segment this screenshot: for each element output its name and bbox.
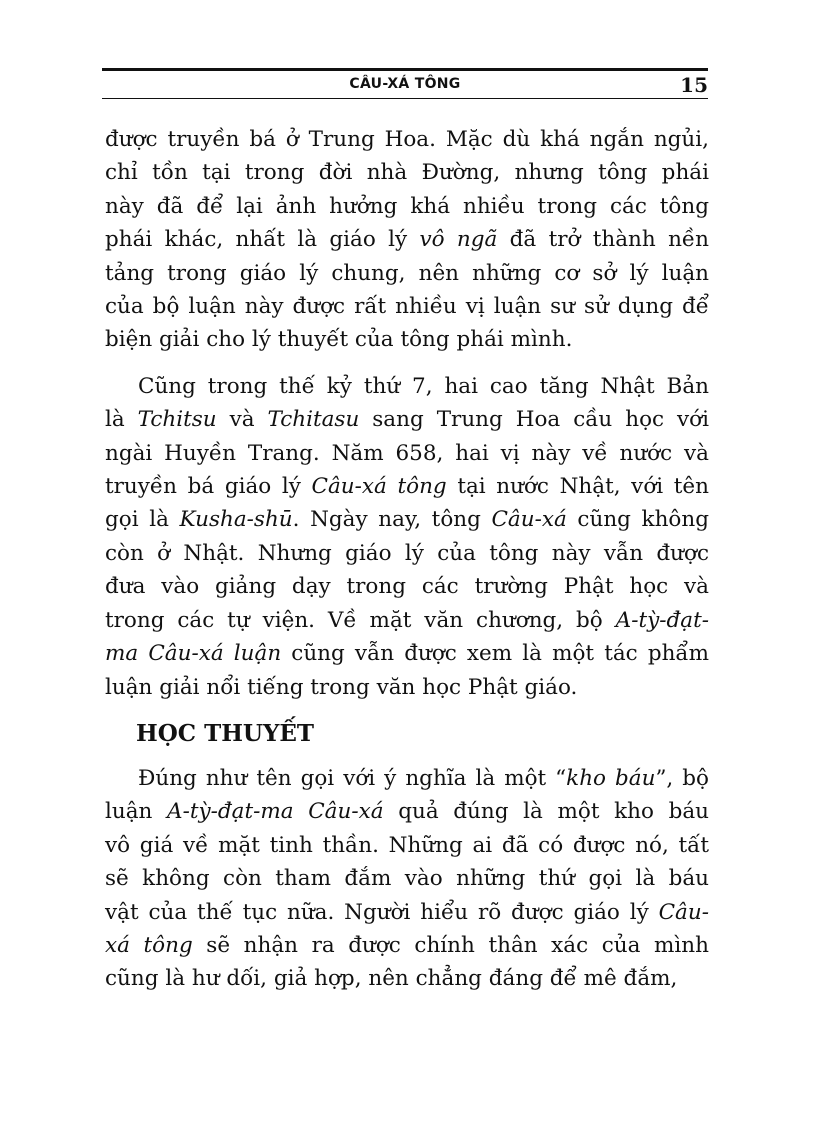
- text-run: cũng không: [566, 507, 709, 533]
- running-title: CÂU-XÁ TÔNG: [349, 76, 461, 92]
- text-run: trong các tự viện. Về mặt văn chương, bộ: [105, 607, 616, 633]
- text-run: tảng trong giáo lý chung, nên những cơ sở lý luận: [105, 260, 709, 286]
- italic-term: Kusha-shū: [179, 507, 293, 533]
- text-run: vật của thế tục nữa. Người hiểu rõ được giáo lý: [105, 899, 659, 925]
- text-run: gọi là: [105, 507, 180, 533]
- text-run: Đúng như tên gọi với ý nghĩa là một “: [138, 765, 567, 791]
- italic-term: Tchitsu: [137, 407, 217, 433]
- text-line: [105, 123, 709, 156]
- italic-term: ma Câu-xá luận: [105, 641, 282, 667]
- text-line: [105, 223, 709, 256]
- text-line: [105, 537, 709, 570]
- page-number: 15: [680, 73, 708, 97]
- text-run: sẽ nhận ra được chính thân xác của mình: [192, 932, 709, 958]
- text-run: truyền bá giáo lý: [105, 474, 312, 500]
- header-rule-thick: [102, 68, 708, 71]
- text-run: đã trở thành nền: [497, 227, 709, 253]
- text-run: biện giải cho lý thuyết của tông phái mình.: [105, 327, 573, 353]
- text-run: ngài Huyền Trang. Năm 658, hai vị này về nước và: [105, 440, 709, 466]
- text-run: quả đúng là một kho báu: [383, 799, 709, 825]
- text-line: [105, 370, 709, 403]
- text-run: sẽ không còn tham đắm vào những thứ gọi là báu: [105, 866, 709, 892]
- text-run: luận giải nổi tiếng trong văn học Phật giáo.: [105, 674, 578, 700]
- text-line: [105, 762, 709, 795]
- text-line: [105, 290, 709, 323]
- text-line: [105, 323, 709, 356]
- text-line: [105, 503, 709, 536]
- text-run: cũng vẫn được xem là một tác phẩm: [281, 641, 709, 667]
- text-run: phái khác, nhất là giáo lý: [105, 227, 420, 253]
- text-line: [105, 637, 709, 670]
- text-line: [105, 190, 709, 223]
- italic-term: Tchitasu: [267, 407, 360, 433]
- text-line: [105, 570, 709, 603]
- text-line: [105, 257, 709, 290]
- text-run: và: [216, 407, 268, 433]
- italic-term: kho báu: [566, 765, 656, 791]
- text-line: [105, 156, 709, 189]
- text-run: của bộ luận này được rất nhiều vị luận sư sử dụng để: [105, 294, 709, 320]
- text-run: cũng là hư dối, giả hợp, nên chẳng đáng để mê đắm,: [105, 966, 678, 992]
- text-line: [105, 929, 709, 962]
- italic-term: A-tỳ-đạt-ma Câu-xá: [167, 799, 384, 825]
- italic-term: Câu-xá tông: [311, 474, 447, 500]
- text-run: đưa vào giảng dạy trong các trường Phật học và: [105, 574, 709, 600]
- text-run: là: [105, 407, 138, 433]
- text-line: [105, 795, 709, 828]
- italic-term: Câu-xá: [491, 507, 567, 533]
- page-body: [105, 123, 709, 996]
- text-line: [105, 403, 709, 436]
- italic-term: A-tỳ-đạt-: [615, 607, 709, 633]
- text-line: [105, 829, 709, 862]
- text-line: [105, 862, 709, 895]
- text-run: luận: [105, 799, 168, 825]
- running-header: [102, 68, 708, 102]
- text-run: này đã để lại ảnh hưởng khá nhiều trong các tông: [105, 193, 709, 219]
- text-line: [105, 604, 709, 637]
- text-run: Cũng trong thế kỷ thứ 7, hai cao tăng Nhật Bản: [138, 373, 709, 399]
- text-run: vô giá về mặt tinh thần. Những ai đã có được nó, tất: [105, 832, 709, 858]
- text-run: tại nước Nhật, với tên: [446, 474, 709, 500]
- text-run: được truyền bá ở Trung Hoa. Mặc dù khá ngắn ngủi,: [105, 127, 709, 152]
- paragraph: [105, 123, 709, 357]
- text-run: . Ngày nay, tông: [292, 507, 492, 533]
- italic-term: xá tông: [105, 932, 193, 958]
- text-run: sang Trung Hoa cầu học với: [359, 407, 709, 433]
- text-run: chỉ tồn tại trong đời nhà Đường, nhưng tông phái: [105, 160, 709, 186]
- paragraph: [105, 762, 709, 996]
- italic-term: Câu-: [658, 899, 709, 925]
- text-line: [105, 896, 709, 929]
- text-line: [105, 671, 709, 704]
- header-rule-thin: [102, 98, 708, 99]
- text-line: [105, 437, 709, 470]
- paragraph: [105, 370, 709, 704]
- text-run: còn ở Nhật. Nhưng giáo lý của tông này vẫn được: [105, 540, 709, 566]
- italic-term: vô ngã: [419, 227, 498, 253]
- text-line: [105, 962, 709, 995]
- text-run: ”, bộ: [655, 765, 709, 791]
- text-line: [105, 470, 709, 503]
- section-heading: HỌC THUYẾT: [136, 719, 315, 747]
